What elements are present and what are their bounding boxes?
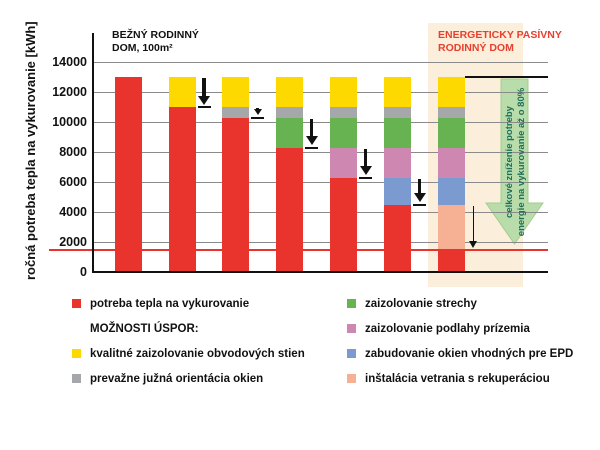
gridline-10000 xyxy=(93,122,548,123)
bar-7-segment-epd_windows xyxy=(438,178,465,205)
bar-4-segment-heating xyxy=(276,148,303,273)
legend-swatch-ventilation xyxy=(347,374,356,383)
y-axis-line xyxy=(92,33,94,273)
bar-4-segment-south_windows xyxy=(276,107,303,118)
legend-swatch-floor xyxy=(347,324,356,333)
total-reduction-label-line1: celkové zníženie potreby xyxy=(504,106,515,218)
reduction-arrow-4-head-icon xyxy=(360,166,372,175)
reduction-arrow-6-head-icon xyxy=(469,241,477,248)
bar-2-segment-heating xyxy=(169,107,196,272)
y-tick-label-10000: 10000 xyxy=(52,114,87,129)
x-axis-line xyxy=(92,271,548,273)
y-tick-label-4000: 4000 xyxy=(59,204,87,219)
reduction-arrow-2-head-icon xyxy=(254,109,262,115)
reduction-arrow-3-line xyxy=(310,119,313,137)
bar-2-segment-walls xyxy=(169,77,196,107)
bar-4-segment-roof xyxy=(276,118,303,148)
y-tick-label-8000: 8000 xyxy=(59,144,87,159)
bar-6-segment-floor xyxy=(384,148,411,178)
reduction-arrow-3-base xyxy=(305,147,318,149)
passive-house-label-line2: RODINNÝ DOM xyxy=(438,42,514,54)
bar-5-segment-floor xyxy=(330,148,357,178)
bar-1-segment-heating xyxy=(115,77,142,272)
legend-swatch-south_windows xyxy=(72,374,81,383)
legend-swatch-roof xyxy=(347,299,356,308)
bar-7-segment-walls xyxy=(438,77,465,107)
reduction-arrow-1-head-icon xyxy=(198,96,210,105)
gridline-8000 xyxy=(93,152,548,153)
bar-7-segment-ventilation xyxy=(438,205,465,250)
bar-5-segment-walls xyxy=(330,77,357,107)
legend-item-epd_windows: zabudovanie okien vhodných pre EPD xyxy=(365,348,574,360)
bar-5-segment-roof xyxy=(330,118,357,148)
legend-item-south_windows: prevažne južná orientácia okien xyxy=(90,373,264,385)
reduction-arrow-2-base xyxy=(251,117,264,119)
normal-house-label xyxy=(112,29,199,55)
reduction-arrow-1-line xyxy=(202,78,205,96)
legend-swatch-heating xyxy=(72,299,81,308)
legend-heading-savings: MOŽNOSTI ÚSPOR: xyxy=(90,323,199,335)
legend-item-walls: kvalitné zaizolovanie obvodových stien xyxy=(90,348,305,360)
reduction-arrow-5-base xyxy=(413,204,426,206)
normal-house-label-line2: DOM, 100m² xyxy=(112,42,173,54)
passive-limit-reference-line xyxy=(49,249,548,251)
bar-7-segment-south_windows xyxy=(438,107,465,118)
bar-7-segment-heating xyxy=(438,250,465,273)
bar-5-segment-heating xyxy=(330,178,357,273)
bar-3-segment-walls xyxy=(222,77,249,107)
bar-7-segment-roof xyxy=(438,118,465,148)
y-tick-label-6000: 6000 xyxy=(59,174,87,189)
bar-6-segment-epd_windows xyxy=(384,178,411,205)
gridline-2000 xyxy=(93,242,548,243)
legend-item-ventilation: inštalácia vetrania s rekuperáciou xyxy=(365,373,550,385)
passive-house-label xyxy=(438,29,562,55)
legend-item-roof: zaizolovanie strechy xyxy=(365,298,477,310)
reduction-arrow-4-base xyxy=(359,177,372,179)
passive-house-label-line1: ENERGETICKY PASÍVNY xyxy=(438,29,562,41)
reduction-arrow-5-head-icon xyxy=(414,193,426,202)
legend-swatch-epd_windows xyxy=(347,349,356,358)
total-reduction-label-line2: energie na vykurovanie až o 80% xyxy=(516,87,527,237)
bar-6-segment-heating xyxy=(384,205,411,273)
y-tick-label-2000: 2000 xyxy=(59,234,87,249)
reduction-arrow-6-line xyxy=(473,206,475,242)
bar-5-segment-south_windows xyxy=(330,107,357,118)
gridline-12000 xyxy=(93,92,548,93)
bar-4-segment-walls xyxy=(276,77,303,107)
gridline-6000 xyxy=(93,182,548,183)
bar-6-segment-walls xyxy=(384,77,411,107)
reduction-arrow-1-base xyxy=(198,106,211,108)
y-tick-label-0: 0 xyxy=(80,264,87,279)
gridline-4000 xyxy=(93,212,548,213)
reduction-arrow-5-line xyxy=(418,179,421,194)
y-tick-label-14000: 14000 xyxy=(52,54,87,69)
bar-3-segment-south_windows xyxy=(222,107,249,118)
normal-house-label-line1: BEŽNÝ RODINNÝ xyxy=(112,29,199,41)
reduction-arrow-3-head-icon xyxy=(306,136,318,145)
bar-6-segment-roof xyxy=(384,118,411,148)
gridline-14000 xyxy=(93,62,548,63)
total-reduction-label xyxy=(504,77,528,247)
legend-item-heating: potreba tepla na vykurovanie xyxy=(90,298,250,310)
bar-6-segment-south_windows xyxy=(384,107,411,118)
bar-7-segment-floor xyxy=(438,148,465,178)
legend-swatch-walls xyxy=(72,349,81,358)
reduction-arrow-4-line xyxy=(364,149,367,167)
y-axis-title: ročná potreba tepla na vykurovanie [kWh] xyxy=(23,21,38,280)
y-tick-label-12000: 12000 xyxy=(52,84,87,99)
legend-item-floor: zaizolovanie podlahy prízemia xyxy=(365,323,530,335)
